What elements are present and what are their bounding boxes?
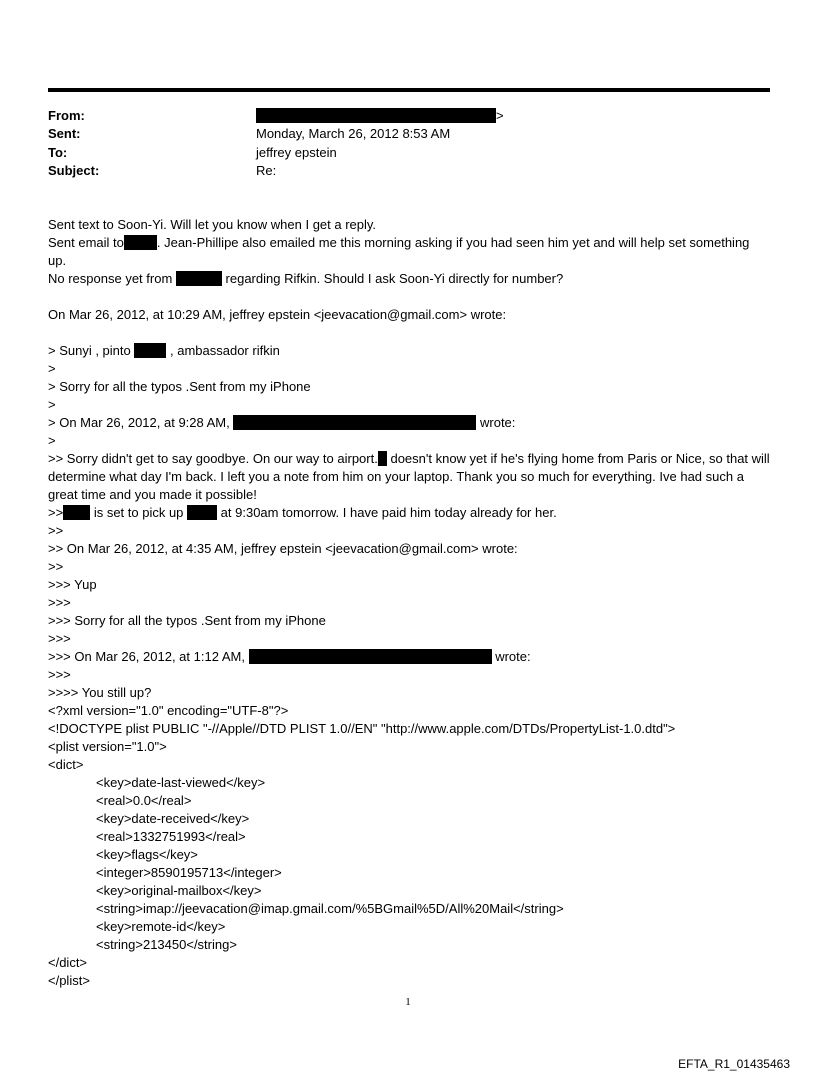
redaction-box [256, 108, 496, 123]
to-label: To: [48, 145, 68, 160]
body-text: doesn't know yet if he's flying home from Paris or Nice, so that will determine what day I'm back. I left you a note from him on your laptop. Thank you so much for everything. Ive had such a great time and you made it possible! [48, 451, 770, 502]
body-line: >> On Mar 26, 2012, at 4:35 AM, jeffrey epstein <jeevacation@gmail.com> wrote: [48, 541, 518, 556]
body-text: at 9:30am tomorrow. I have paid him today already for her. [220, 505, 557, 520]
body-text: > On Mar 26, 2012, at 9:28 AM, [48, 415, 230, 430]
body-line: > [48, 361, 56, 376]
body-line: On Mar 26, 2012, at 10:29 AM, jeffrey epstein <jeevacation@gmail.com> wrote: [48, 307, 507, 322]
header-rule [48, 88, 770, 92]
body-line [48, 270, 770, 288]
plist-line: </dict> [48, 955, 88, 970]
plist-line: <string>imap://jeevacation@imap.gmail.com/%5BGmail%5D/All%20Mail</string> [96, 901, 564, 916]
document-id: EFTA_R1_01435463 [678, 1057, 790, 1071]
body-line: >>> [48, 595, 71, 610]
body-text: > Sunyi , pinto [48, 343, 131, 358]
plist-line: <key>date-received</key> [96, 811, 250, 826]
from-suffix: > [496, 108, 504, 123]
sent-value: Monday, March 26, 2012 8:53 AM [256, 126, 451, 141]
redaction-box [187, 505, 217, 520]
redaction-box [124, 235, 157, 250]
from-value [256, 108, 504, 123]
email-body [48, 216, 770, 990]
plist-line: </plist> [48, 973, 90, 988]
body-line: >>>> You still up? [48, 685, 152, 700]
redaction-box [233, 415, 476, 430]
subject-value: Re: [256, 163, 277, 178]
plist-line: <key>remote-id</key> [96, 919, 226, 934]
body-line: >> [48, 523, 64, 538]
plist-line: <string>213450</string> [96, 937, 237, 952]
plist-line: <real>0.0</real> [96, 793, 192, 808]
page-number: 1 [405, 996, 411, 1008]
body-line: > [48, 433, 56, 448]
body-line [48, 450, 770, 504]
plist-line: <key>date-last-viewed</key> [96, 775, 266, 790]
body-text: >>> On Mar 26, 2012, at 1:12 AM, [48, 649, 245, 664]
body-line [48, 234, 770, 270]
body-line: >> [48, 559, 64, 574]
body-line [48, 414, 770, 432]
sent-label: Sent: [48, 126, 81, 141]
body-text: , ambassador rifkin [170, 343, 280, 358]
body-text: No response yet from [48, 271, 173, 286]
body-text: wrote: [495, 649, 531, 664]
body-line: >>> [48, 667, 71, 682]
to-value: jeffrey epstein [256, 145, 337, 160]
redaction-box [63, 505, 90, 520]
body-line [48, 504, 770, 522]
redaction-box [378, 451, 387, 466]
body-line: >>> Sorry for all the typos .Sent from my iPhone [48, 613, 326, 628]
plist-line: <integer>8590195713</integer> [96, 865, 282, 880]
plist-line: <key>original-mailbox</key> [96, 883, 262, 898]
body-text: >> [48, 505, 64, 520]
subject-label: Subject: [48, 163, 100, 178]
plist-line: <?xml version="1.0" encoding="UTF-8"?> [48, 703, 289, 718]
body-line: >>> Yup [48, 577, 97, 592]
redaction-box [134, 343, 166, 358]
body-line: > Sorry for all the typos .Sent from my iPhone [48, 379, 311, 394]
body-text: wrote: [480, 415, 516, 430]
plist-line: <dict> [48, 757, 84, 772]
plist-line: <plist version="1.0"> [48, 739, 167, 754]
body-line [48, 648, 770, 666]
body-line: > [48, 397, 56, 412]
body-line: >>> [48, 631, 71, 646]
body-text: Sent email to [48, 235, 124, 250]
from-label: From: [48, 108, 85, 123]
body-text: regarding Rifkin. Should I ask Soon-Yi directly for number? [225, 271, 564, 286]
plist-line: <real>1332751993</real> [96, 829, 246, 844]
body-line: Sent text to Soon-Yi. Will let you know when I get a reply. [48, 217, 377, 232]
plist-line: <!DOCTYPE plist PUBLIC "-//Apple//DTD PLIST 1.0//EN" "http://www.apple.com/DTDs/PropertyList-1.0.dtd"> [48, 721, 676, 736]
plist-line: <key>flags</key> [96, 847, 198, 862]
body-text: >> Sorry didn't get to say goodbye. On our way to airport. [48, 451, 378, 466]
body-text: . Jean-Phillipe also emailed me this morning asking if you had seen him yet and will help set something up. [48, 235, 750, 268]
body-text: is set to pick up [93, 505, 184, 520]
redaction-box [176, 271, 222, 286]
body-line [48, 342, 770, 360]
redaction-box [249, 649, 492, 664]
